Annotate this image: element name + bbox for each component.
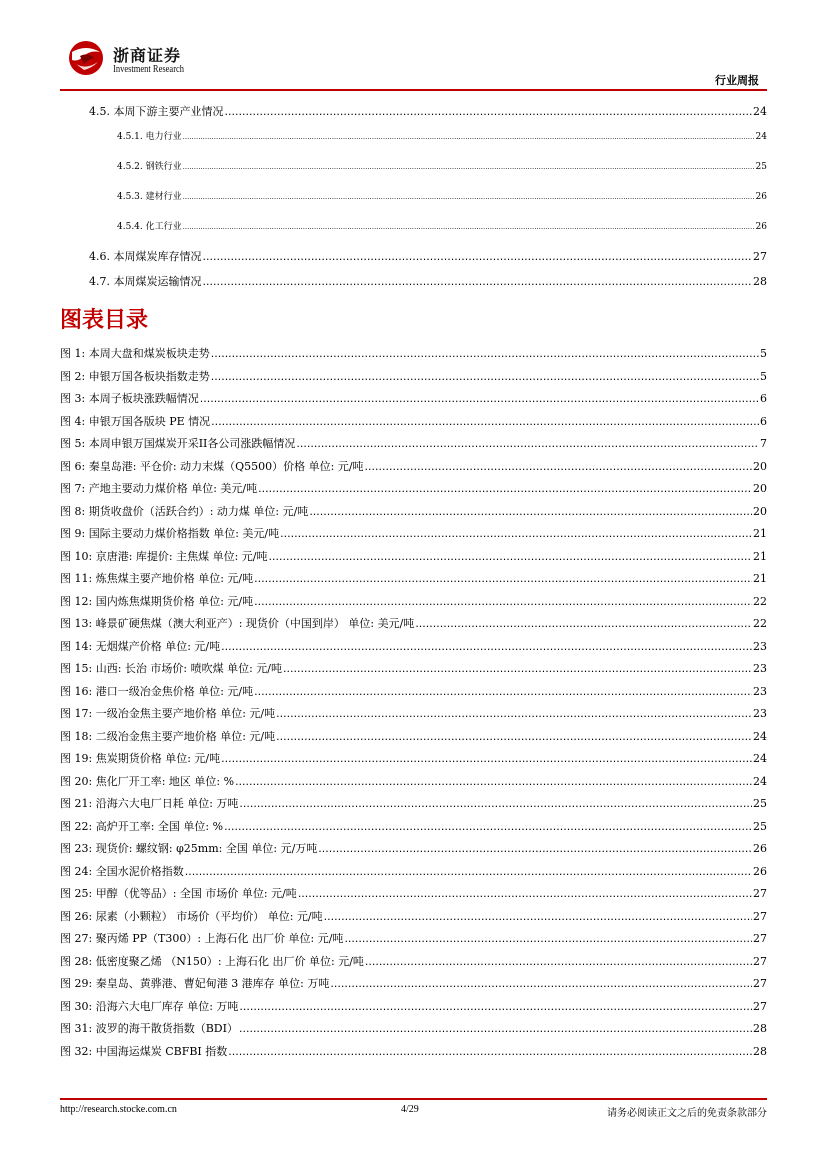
figure-entry-page: 26 bbox=[753, 842, 767, 855]
figure-entry-label: 图 21: 沿海六大电厂日耗 单位: 万吨 bbox=[60, 797, 239, 810]
figure-entry-label: 图 6: 秦皇岛港: 平仓价: 动力末煤（Q5500）价格 单位: 元/吨 bbox=[60, 459, 364, 473]
figure-entry[interactable] bbox=[60, 773, 767, 789]
figure-entry-page: 23 bbox=[753, 684, 767, 698]
toc-entry[interactable] bbox=[89, 248, 767, 264]
leader-dots bbox=[365, 955, 752, 968]
toc-entry-label: 4.5. 本周下游主要产业情况 bbox=[89, 105, 224, 118]
figure-entry[interactable] bbox=[60, 750, 767, 766]
figure-entry-label: 图 30: 沿海六大电厂库存 单位: 万吨 bbox=[60, 999, 239, 1013]
figure-entry[interactable] bbox=[60, 593, 767, 609]
figure-entry-page: 21 bbox=[753, 549, 767, 563]
figure-entry-page: 20 bbox=[753, 459, 767, 473]
figure-entry-page: 25 bbox=[753, 797, 767, 810]
figure-entry-label: 图 20: 焦化厂开工率: 地区 单位: % bbox=[60, 774, 235, 788]
toc-entry-label: 4.5.1. 电力行业 bbox=[117, 132, 182, 142]
leader-dots bbox=[183, 223, 755, 231]
figure-entry-label: 图 31: 波罗的海干散货指数（BDI） bbox=[60, 1022, 238, 1035]
figure-entry-page: 28 bbox=[753, 1022, 767, 1035]
footer-disclaimer: 请务必阅读正文之后的免责条款部分 bbox=[607, 1108, 767, 1119]
figure-entry[interactable] bbox=[60, 638, 767, 654]
figure-entry[interactable] bbox=[60, 413, 767, 429]
leader-dots bbox=[344, 932, 752, 945]
figure-entry-label: 图 24: 全国水泥价格指数 bbox=[60, 864, 184, 878]
toc-entry[interactable] bbox=[89, 273, 767, 289]
figure-entry[interactable] bbox=[60, 480, 767, 496]
figure-entry[interactable] bbox=[60, 548, 767, 564]
figure-entry-label: 图 7: 产地主要动力煤价格 单位: 美元/吨 bbox=[60, 482, 258, 495]
leader-dots bbox=[276, 707, 752, 720]
figure-entry[interactable] bbox=[60, 818, 767, 834]
figure-entry-page: 27 bbox=[753, 977, 767, 990]
leader-dots bbox=[296, 437, 759, 450]
toc-entry-page: 28 bbox=[753, 275, 767, 288]
figure-entry-page: 22 bbox=[753, 594, 767, 608]
figure-entry-label: 图 4: 申银万国各版块 PE 情况 bbox=[60, 414, 211, 428]
toc-entry-page: 25 bbox=[755, 162, 767, 172]
figure-entry-label: 图 5: 本周申银万国煤炭开采II各公司涨跌幅情况 bbox=[60, 437, 296, 450]
figure-entry-label: 图 1: 本周大盘和煤炭板块走势 bbox=[60, 347, 210, 360]
figure-entry[interactable] bbox=[60, 840, 767, 856]
figure-entry-label: 图 32: 中国海运煤炭 CBFBI 指数 bbox=[60, 1044, 228, 1058]
figure-entry-page: 26 bbox=[753, 864, 767, 878]
figure-entry[interactable] bbox=[60, 863, 767, 879]
figure-entry-page: 27 bbox=[753, 909, 767, 923]
figure-entry-label: 图 9: 国际主要动力煤价格指数 单位: 美元/吨 bbox=[60, 527, 280, 540]
figure-entry-page: 21 bbox=[753, 572, 767, 585]
leader-dots bbox=[211, 415, 759, 428]
figure-entry[interactable] bbox=[60, 570, 767, 586]
leader-dots bbox=[239, 1000, 752, 1013]
leader-dots bbox=[221, 640, 752, 653]
figure-entry-label: 图 10: 京唐港: 库提价: 主焦煤 单位: 元/吨 bbox=[60, 549, 268, 563]
figure-entry-page: 28 bbox=[753, 1044, 767, 1058]
figure-entry-label: 图 22: 高炉开工率: 全国 单位: % bbox=[60, 819, 224, 833]
figure-entry-page: 27 bbox=[753, 887, 767, 900]
figure-entry-page: 6 bbox=[760, 392, 767, 405]
figure-entry-label: 图 15: 山西: 长治 市场价: 喷吹煤 单位: 元/吨 bbox=[60, 662, 283, 675]
figure-entry-label: 图 18: 二级冶金焦主要产地价格 单位: 元/吨 bbox=[60, 729, 276, 743]
toc-entry[interactable] bbox=[117, 129, 767, 142]
toc-entry-page: 26 bbox=[755, 222, 767, 232]
toc-entry-label: 4.7. 本周煤炭运输情况 bbox=[89, 275, 202, 288]
header-divider bbox=[60, 89, 767, 91]
toc-entry-label: 4.5.3. 建材行业 bbox=[117, 192, 182, 202]
brand-subtitle: Investment Research bbox=[113, 64, 185, 75]
toc-entry-page: 27 bbox=[753, 250, 767, 263]
figure-entry[interactable] bbox=[60, 503, 767, 519]
leader-dots bbox=[276, 730, 752, 743]
leader-dots bbox=[200, 392, 759, 405]
figure-entry[interactable] bbox=[60, 795, 767, 811]
figure-entry-label: 图 17: 一级冶金焦主要产地价格 单位: 元/吨 bbox=[60, 707, 276, 720]
figure-entry[interactable] bbox=[60, 705, 767, 721]
figure-entry[interactable] bbox=[60, 953, 767, 969]
figure-entry-label: 图 25: 甲醇（优等品）: 全国 市场价 单位: 元/吨 bbox=[60, 887, 297, 900]
figure-entry-page: 6 bbox=[760, 414, 767, 428]
figure-entry-page: 22 bbox=[753, 617, 767, 630]
figure-entry-page: 27 bbox=[753, 999, 767, 1013]
leader-dots bbox=[309, 505, 752, 518]
figure-entry-page: 27 bbox=[753, 932, 767, 945]
toc-entry-page: 24 bbox=[753, 105, 767, 118]
figure-entry[interactable] bbox=[60, 683, 767, 699]
toc-entry-label: 4.6. 本周煤炭库存情况 bbox=[89, 250, 202, 263]
page-header bbox=[0, 0, 827, 92]
figure-entry-label: 图 28: 低密度聚乙烯 （N150）: 上海石化 出厂价 单位: 元/吨 bbox=[60, 954, 364, 968]
toc-entry-page: 26 bbox=[755, 192, 767, 202]
figure-entry-label: 图 3: 本周子板块涨跌幅情况 bbox=[60, 392, 199, 405]
leader-dots bbox=[269, 550, 752, 563]
leader-dots bbox=[224, 820, 752, 833]
leader-dots bbox=[211, 370, 759, 383]
page-number: 4/29 bbox=[401, 1104, 419, 1115]
figure-entry-label: 图 13: 峰景矿硬焦煤（澳大利亚产）: 现货价（中国到岸） 单位: 美元/吨 bbox=[60, 617, 415, 630]
brand-name: 浙商证券 bbox=[113, 46, 182, 65]
leader-dots bbox=[203, 275, 753, 288]
leader-dots bbox=[283, 662, 752, 675]
figure-entry-label: 图 23: 现货价: 螺纹钢: φ25mm: 全国 单位: 元/万吨 bbox=[60, 842, 318, 855]
figure-entry-page: 23 bbox=[753, 639, 767, 653]
footer-url[interactable]: http://research.stocke.com.cn bbox=[60, 1104, 177, 1115]
leader-dots bbox=[415, 617, 752, 630]
leader-dots bbox=[298, 887, 752, 900]
leader-dots bbox=[365, 460, 752, 473]
leader-dots bbox=[183, 193, 755, 201]
leader-dots bbox=[324, 910, 752, 923]
leader-dots bbox=[221, 752, 752, 765]
leader-dots bbox=[183, 133, 755, 141]
figure-entry[interactable] bbox=[60, 458, 767, 474]
toc-entry-label: 4.5.4. 化工行业 bbox=[117, 222, 182, 232]
figure-entry[interactable] bbox=[60, 930, 767, 946]
leader-dots bbox=[254, 685, 752, 698]
toc-entry[interactable] bbox=[117, 159, 767, 172]
leader-dots bbox=[280, 527, 752, 540]
leader-dots bbox=[239, 797, 752, 810]
leader-dots bbox=[254, 572, 752, 585]
figure-entry-page: 21 bbox=[753, 527, 767, 540]
figure-entry-page: 23 bbox=[753, 707, 767, 720]
figure-entry[interactable] bbox=[60, 368, 767, 384]
figure-entry[interactable] bbox=[60, 1020, 767, 1036]
leader-dots bbox=[258, 482, 752, 495]
figure-entry-label: 图 19: 焦炭期货价格 单位: 元/吨 bbox=[60, 752, 221, 765]
figure-entry-label: 图 2: 申银万国各板块指数走势 bbox=[60, 369, 210, 383]
toc-entry-label: 4.5.2. 钢铁行业 bbox=[117, 162, 182, 172]
figure-entry[interactable] bbox=[60, 998, 767, 1014]
figure-entry-page: 20 bbox=[753, 482, 767, 495]
figure-entry-label: 图 12: 国内炼焦煤期货价格 单位: 元/吨 bbox=[60, 594, 254, 608]
logo-icon bbox=[66, 40, 110, 78]
figure-entry[interactable] bbox=[60, 615, 767, 631]
figure-entry[interactable] bbox=[60, 660, 767, 676]
figure-entry-page: 5 bbox=[760, 347, 767, 360]
figure-entry[interactable] bbox=[60, 1043, 767, 1059]
figure-entry[interactable] bbox=[60, 390, 767, 406]
leader-dots bbox=[211, 347, 759, 360]
figure-entry-page: 27 bbox=[753, 954, 767, 968]
figure-entry-label: 图 16: 港口一级冶金焦价格 单位: 元/吨 bbox=[60, 684, 254, 698]
figure-entry-label: 图 29: 秦皇岛、黄骅港、曹妃甸港 3 港库存 单位: 万吨 bbox=[60, 977, 330, 990]
figures-list-title: 图表目录 bbox=[60, 308, 149, 333]
figure-entry[interactable] bbox=[60, 908, 767, 924]
figure-entry-label: 图 26: 尿素（小颗粒） 市场价（平均价） 单位: 元/吨 bbox=[60, 909, 323, 923]
leader-dots bbox=[330, 977, 752, 990]
figure-entry[interactable] bbox=[60, 885, 767, 901]
toc-entry[interactable] bbox=[117, 189, 767, 202]
leader-dots bbox=[183, 163, 755, 171]
leader-dots bbox=[239, 1022, 752, 1035]
figure-entry[interactable] bbox=[60, 525, 767, 541]
report-type: 行业周报 bbox=[715, 74, 759, 87]
figure-entry-page: 24 bbox=[753, 752, 767, 765]
leader-dots bbox=[185, 865, 752, 878]
figure-entry[interactable] bbox=[60, 435, 767, 451]
leader-dots bbox=[235, 775, 752, 788]
figure-entry-label: 图 11: 炼焦煤主要产地价格 单位: 元/吨 bbox=[60, 572, 254, 585]
figure-entry-page: 25 bbox=[753, 819, 767, 833]
figure-entry-page: 23 bbox=[753, 662, 767, 675]
figure-entry-page: 24 bbox=[753, 729, 767, 743]
toc-entry-page: 24 bbox=[755, 132, 767, 142]
figure-entry-page: 20 bbox=[753, 504, 767, 518]
figure-entry-page: 24 bbox=[753, 774, 767, 788]
figure-entry-label: 图 14: 无烟煤产价格 单位: 元/吨 bbox=[60, 639, 221, 653]
leader-dots bbox=[225, 105, 753, 118]
leader-dots bbox=[203, 250, 753, 263]
figure-entry[interactable] bbox=[60, 975, 767, 991]
leader-dots bbox=[254, 595, 752, 608]
figure-entry-label: 图 27: 聚丙烯 PP（T300）: 上海石化 出厂价 单位: 元/吨 bbox=[60, 932, 344, 945]
figure-entry[interactable] bbox=[60, 728, 767, 744]
figure-entry-label: 图 8: 期货收盘价（活跃合约）: 动力煤 单位: 元/吨 bbox=[60, 504, 309, 518]
footer-divider bbox=[60, 1098, 767, 1100]
leader-dots bbox=[228, 1045, 752, 1058]
figure-entry-page: 7 bbox=[760, 437, 767, 450]
figure-entry[interactable] bbox=[60, 345, 767, 361]
leader-dots bbox=[318, 842, 752, 855]
figure-entry-page: 5 bbox=[760, 369, 767, 383]
toc-entry[interactable] bbox=[117, 219, 767, 232]
toc-entry[interactable] bbox=[89, 103, 767, 119]
